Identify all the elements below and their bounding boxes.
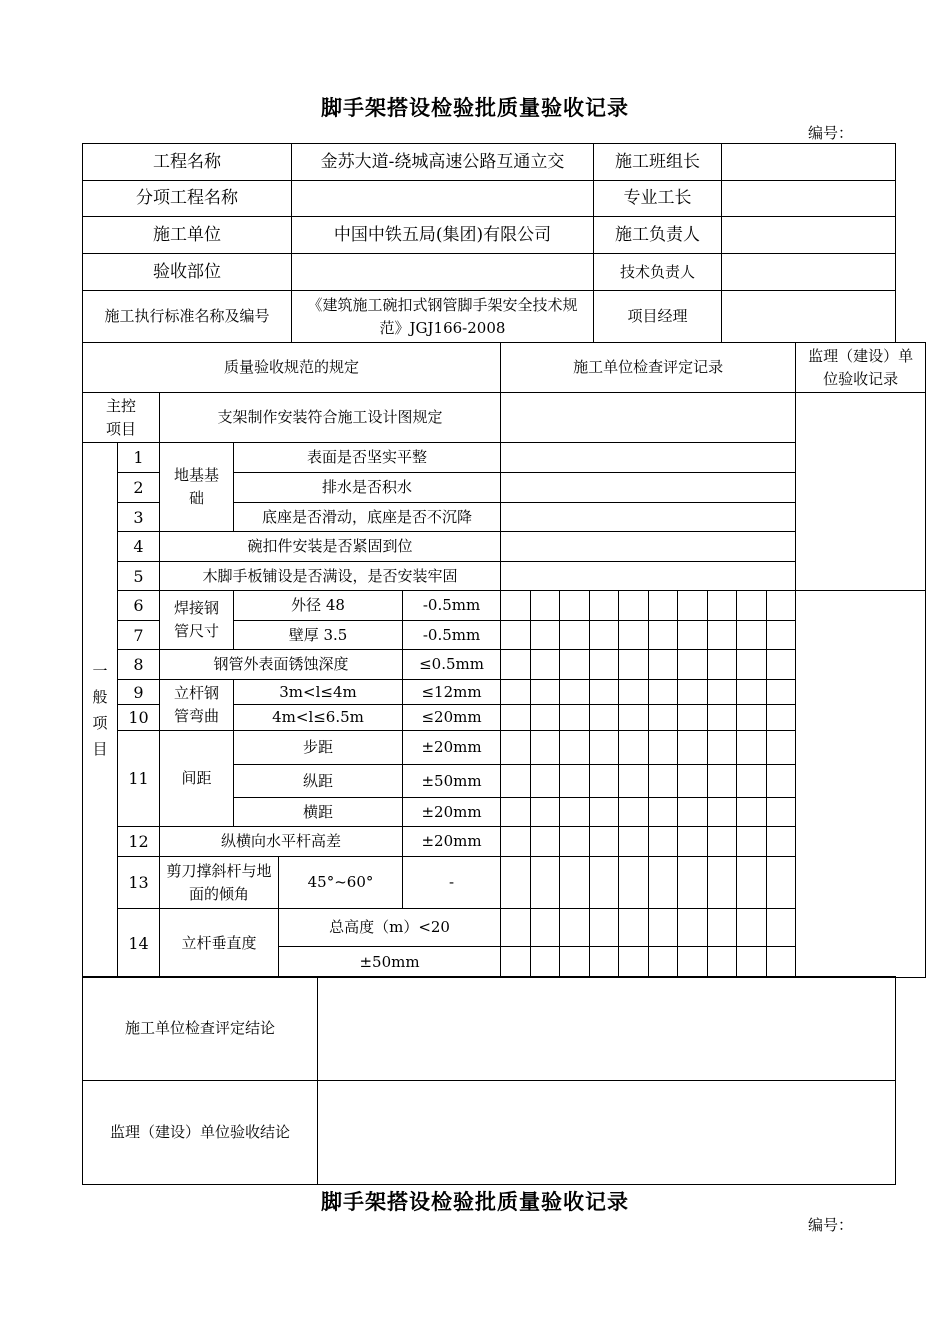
record-cell [708,731,737,765]
record-cell [678,765,708,798]
welded-pipe-label: 焊接钢管尺寸 [160,591,234,650]
record-cell [560,827,590,857]
item-2-text: 排水是否积水 [234,473,501,503]
record-cell [590,650,619,680]
item-3-text: 底座是否滑动，底座是否不沉降 [234,503,501,532]
longitudinal-tolerance: ±50mm [403,765,501,798]
header-table [82,143,896,343]
contractor-value: 中国中铁五局(集团)有限公司 [292,217,594,254]
record-cell [560,947,590,978]
record-cell [649,947,678,978]
total-height-text: 总高度（m）<20 [279,909,501,947]
record-cell [737,765,767,798]
number-label: 编号： [808,124,854,142]
spacing-label: 间距 [160,731,234,827]
pm-label: 项目经理 [594,291,722,343]
brace-tolerance: - [403,857,501,909]
record-cell [767,705,796,731]
tech-head-label: 技术负责人 [594,254,722,291]
contractor-conclusion-area [318,977,896,1081]
contractor-label: 施工单位 [83,217,292,254]
outer-diameter-tolerance: -0.5mm [403,591,501,621]
record-cell [619,731,649,765]
item-4-text: 碗扣件安装是否紧固到位 [160,532,501,562]
record-cell [678,798,708,827]
record-cell [737,705,767,731]
record-cell [531,680,560,705]
record-cell [737,857,767,909]
record-cell [678,857,708,909]
record-cell [501,680,531,705]
corrosion-tolerance: ≤0.5mm [403,650,501,680]
record-cell [619,650,649,680]
foundation-label: 地基基础 [160,443,234,532]
record-cell [590,909,619,947]
record-cell [619,765,649,798]
record-cell [767,621,796,650]
item-4-record [501,532,796,562]
record-cell [678,909,708,947]
record-cell [560,765,590,798]
supervisor-record-general [796,591,926,978]
inspection-part-label: 验收部位 [83,254,292,291]
record-cell [501,857,531,909]
wall-thickness-text: 壁厚 3.5 [234,621,403,650]
item-number-3: 3 [118,503,160,532]
record-cell [678,680,708,705]
main-control-label: 主控项目 [83,393,160,443]
bend-range-2-tolerance: ≤20mm [403,705,501,731]
brace-angle: 45°~60° [279,857,403,909]
item-number-14: 14 [118,909,160,978]
foreman-label: 专业工长 [594,181,722,217]
record-cell [649,591,678,621]
sub-project-value [292,181,594,217]
record-cell [678,650,708,680]
record-cell [531,705,560,731]
record-cell [649,827,678,857]
horizontal-diff-text: 纵横向水平杆高差 [160,827,403,857]
project-name-label: 工程名称 [83,144,292,181]
record-cell [678,947,708,978]
record-cell [649,731,678,765]
record-cell [708,705,737,731]
record-cell [560,798,590,827]
record-cell [590,591,619,621]
record-cell [649,650,678,680]
record-cell [619,680,649,705]
bend-range-2: 4m<l≤6.5m [234,705,403,731]
record-cell [560,909,590,947]
record-cell [590,765,619,798]
record-cell [560,857,590,909]
record-cell [649,680,678,705]
team-leader-label: 施工班组长 [594,144,722,181]
record-cell [678,705,708,731]
item-2-record [501,473,796,503]
record-cell [737,731,767,765]
record-cell [619,909,649,947]
main-control-record [501,393,796,443]
record-cell [531,827,560,857]
item-number-1: 1 [118,443,160,473]
record-cell [560,650,590,680]
item-number-6: 6 [118,591,160,621]
record-cell [619,591,649,621]
record-cell [560,621,590,650]
record-cell [737,680,767,705]
corrosion-text: 钢管外表面锈蚀深度 [160,650,403,680]
pm-value [722,291,896,343]
record-cell [678,621,708,650]
item-1-record [501,443,796,473]
horizontal-diff-tolerance: ±20mm [403,827,501,857]
record-cell [708,650,737,680]
record-cell [649,857,678,909]
transverse-text: 横距 [234,798,403,827]
item-number-12: 12 [118,827,160,857]
sub-project-label: 分项工程名称 [83,181,292,217]
item-number-9: 9 [118,680,160,705]
supervisor-record-header: 监理（建设）单位验收记录 [796,343,926,393]
page-title-repeat: 脚手架搭设检验批质量验收记录 [321,1189,629,1214]
record-cell [531,798,560,827]
construction-head-value [722,217,896,254]
page-title: 脚手架搭设检验批质量验收记录 [321,95,629,120]
item-number-10: 10 [118,705,160,731]
supervisor-conclusion-area [318,1081,896,1185]
record-cell [767,798,796,827]
record-cell [649,798,678,827]
team-leader-value [722,144,896,181]
item-number-11: 11 [118,731,160,827]
record-cell [531,765,560,798]
record-cell [501,591,531,621]
record-cell [678,827,708,857]
construction-head-label: 施工负责人 [594,217,722,254]
record-cell [649,621,678,650]
record-cell [590,680,619,705]
record-cell [767,765,796,798]
longitudinal-text: 纵距 [234,765,403,798]
wall-thickness-tolerance: -0.5mm [403,621,501,650]
record-cell [501,621,531,650]
item-number-4: 4 [118,532,160,562]
record-cell [560,705,590,731]
item-number-2: 2 [118,473,160,503]
record-cell [737,650,767,680]
supervisor-conclusion-label: 监理（建设）单位验收结论 [83,1081,318,1185]
record-cell [531,650,560,680]
record-cell [708,680,737,705]
record-cell [560,680,590,705]
record-cell [560,731,590,765]
record-cell [531,947,560,978]
record-cell [737,591,767,621]
record-cell [501,909,531,947]
record-cell [649,705,678,731]
record-cell [501,798,531,827]
item-number-8: 8 [118,650,160,680]
step-tolerance: ±20mm [403,731,501,765]
record-cell [737,947,767,978]
record-cell [590,827,619,857]
record-cell [767,680,796,705]
step-text: 步距 [234,731,403,765]
record-cell [590,705,619,731]
record-cell [501,947,531,978]
record-cell [708,765,737,798]
record-cell [678,731,708,765]
record-cell [708,909,737,947]
inspection-part-value [292,254,594,291]
contractor-record-header: 施工单位检查评定记录 [501,343,796,393]
record-cell [619,827,649,857]
record-cell [531,909,560,947]
record-cell [708,798,737,827]
bend-range-1: 3m<l≤4m [234,680,403,705]
item-number-7: 7 [118,621,160,650]
record-cell [560,591,590,621]
foreman-value [722,181,896,217]
record-cell [590,857,619,909]
number-label-repeat: 编号： [808,1216,854,1234]
brace-label: 剪刀撑斜杆与地面的倾角 [160,857,279,909]
item-number-13: 13 [118,857,160,909]
record-cell [678,591,708,621]
verticality-tolerance: ±50mm [279,947,501,978]
project-name-value: 金苏大道-绕城高速公路互通立交 [292,144,594,181]
record-cell [708,591,737,621]
record-cell [590,621,619,650]
item-1-text: 表面是否坚实平整 [234,443,501,473]
conclusions-table [82,976,896,1185]
record-cell [619,798,649,827]
main-control-text: 支架制作安装符合施工设计图规定 [160,393,501,443]
record-cell [619,705,649,731]
item-number-5: 5 [118,562,160,591]
record-cell [708,947,737,978]
item-5-text: 木脚手板铺设是否满设，是否安装牢固 [160,562,501,591]
tech-head-value [722,254,896,291]
record-cell [737,827,767,857]
record-cell [737,621,767,650]
item-5-record [501,562,796,591]
record-cell [590,798,619,827]
record-cell [767,827,796,857]
inspection-table [82,342,926,978]
record-cell [767,857,796,909]
record-cell [767,731,796,765]
record-cell [501,827,531,857]
record-cell [737,798,767,827]
record-cell [649,765,678,798]
record-cell [501,731,531,765]
record-cell [531,731,560,765]
record-cell [619,857,649,909]
transverse-tolerance: ±20mm [403,798,501,827]
record-cell [501,705,531,731]
record-cell [767,650,796,680]
spec-column-header: 质量验收规范的规定 [83,343,501,393]
standard-label: 施工执行标准名称及编号 [83,291,292,343]
record-cell [708,857,737,909]
record-cell [531,857,560,909]
verticality-label: 立杆垂直度 [160,909,279,978]
record-cell [590,947,619,978]
general-items-label: 一般项目 [83,443,118,978]
record-cell [501,650,531,680]
record-cell [501,765,531,798]
record-cell [708,827,737,857]
record-cell [767,591,796,621]
bend-range-1-tolerance: ≤12mm [403,680,501,705]
pole-bend-label: 立杆钢管弯曲 [160,680,234,731]
record-cell [531,621,560,650]
contractor-conclusion-label: 施工单位检查评定结论 [83,977,318,1081]
standard-value: 《建筑施工碗扣式钢管脚手架安全技术规范》JGJ166-2008 [292,291,594,343]
outer-diameter-text: 外径 48 [234,591,403,621]
supervisor-record-main [796,393,926,591]
record-cell [619,621,649,650]
record-cell [767,909,796,947]
record-cell [531,591,560,621]
record-cell [649,909,678,947]
record-cell [708,621,737,650]
record-cell [619,947,649,978]
record-cell [590,731,619,765]
item-3-record [501,503,796,532]
record-cell [767,947,796,978]
record-cell [737,909,767,947]
